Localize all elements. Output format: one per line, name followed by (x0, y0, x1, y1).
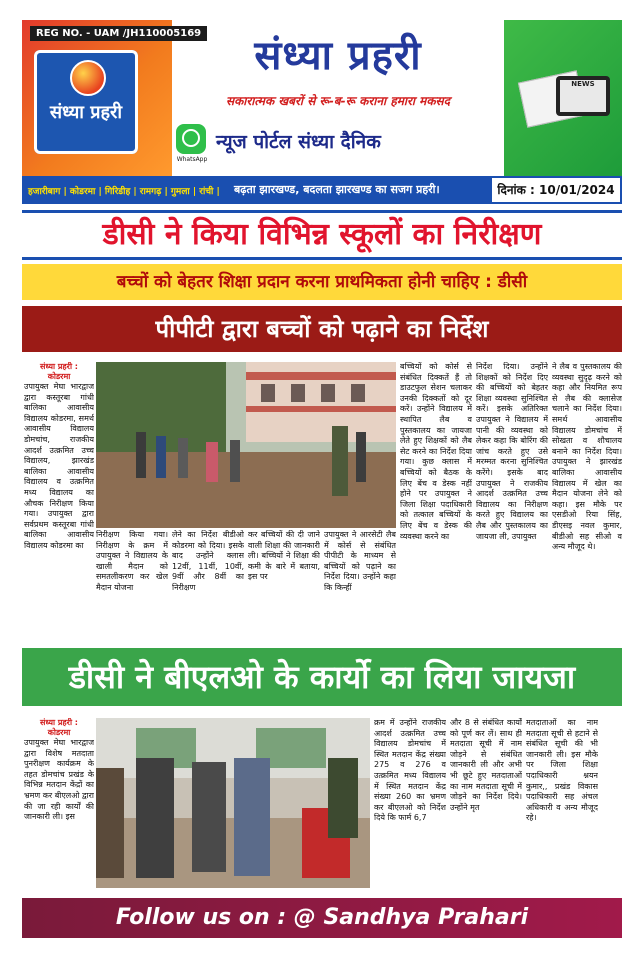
story1-column-6 (400, 362, 472, 646)
logo-text: संध्या प्रहरी (49, 102, 123, 123)
brand-logo (34, 50, 138, 154)
story1-text-2: निरीक्षण किया गया। निरीक्षण के क्रम में उपायुक्त ने विद्यालय के खाली मैदान को समतलीकरण कर खेल मैदान योजना (96, 530, 168, 592)
story1-text-1: उपायुक्त मेघा भारद्वाज द्वारा कस्तूरबा गांधी बालिका आवासीय विद्यालय कोडरमा, समर्थ आवासीय विद्यालय डोमचांच, राजकीय आदर्श उत्क्रमित उच्च विद्यालय, झारखंड बालिका आवासीय विद्यालय व उत्क्रमित मध्य विद्यालय का औचक निरीक्षण किया गया। उपायुक्त द्वारा सर्वप्रथम कस्तूरबा गांधी बालिका आवासीय विद्यालय कोडरमा का (24, 382, 94, 550)
story1-text-7: निर्देश दिया। उन्होंने शिक्षकों को निर्देश दिए की बच्चियों को बेहतर शिक्षा व्यवस्था सुनिश्चित करें। इसके अतिरिक्त उपायुक्त ने विद्यालय में पानी की व्यवस्था को लेकर कहा कि बोरिंग की जांच करते हुए उसे मरम्मत करना सुनिश्चित करेंगे। इसके बाद उपायुक्त ने राजकीय आदर्श उत्क्रमित उच्च विद्यालय का निरीक्षण करते हुए विद्यालय का लैब और पुस्तकालय का जायजा ली, उपायुक्त (476, 362, 548, 541)
story2-column-2 (374, 718, 446, 894)
slogan: बढ़ता झारखण्ड, बदलता झारखण्ड का सजग प्रहरी। (234, 183, 440, 196)
story2-byline: संध्या प्रहरी : (39, 718, 79, 727)
story1-column-7 (476, 362, 548, 646)
issue-date: दिनांक : 10/01/2024 (490, 176, 622, 204)
headline-third: पीपीटी द्वारा बच्चों को पढ़ाने का निर्देश (22, 306, 622, 352)
story2-byline-location: कोडरमा (47, 728, 71, 737)
story1-photo (96, 362, 396, 528)
portal-name: न्यूज पोर्टल संध्या दैनिक (216, 131, 381, 153)
story2-text-4: मतदाताओं का नाम मतदाता सूची से हटाने से संबंधित सूची की भी जानकारी ली। इस मौके पर जिला शिक्षा पदाधिकारी श्नयन कुमार,, प्रखंड विकास पदाधिकारी सह अंचल अधिकारी व अन्य मौजूद रहे। (526, 718, 598, 823)
story2-column-1 (24, 718, 94, 894)
story1-byline-location: कोडरमा (47, 372, 71, 381)
story1-column-5 (324, 530, 396, 646)
tagline: सकारात्मक खबरों से रू-ब-रू कराना हमारा मकसद (225, 94, 451, 108)
whatsapp-icon[interactable] (176, 124, 206, 154)
newspaper-title: संध्या प्रहरी (254, 32, 422, 79)
story1-text-4: कर बच्चियों की दी जाने वाली शिक्षा की जानकारी ली। बच्चियों ने शिक्षा की कमी के बारे में बताया, इस पर (248, 530, 320, 582)
story2-column-3 (450, 718, 522, 894)
story1-text-3: लेने का निर्देश बीडीओ कोडरमा को दिया। इसके बाद उन्होंने क्लास 12वीं, 11वीं, 10वीं, 9वीं और 8वीं का निरीक्षण (172, 530, 244, 592)
headline-main: डीसी ने किया विभिन्न स्कूलों का निरीक्षण (22, 210, 622, 260)
story1-column-1 (24, 362, 94, 646)
story2-text-2: क्रम में उन्होंने राजकीय आदर्श उत्क्रमित उच्च विद्यालय डोमचांच में स्थित मतदान केंद्र संख्या 275 व 276 व उत्क्रमित मध्य विद्यालय में स्थित मतदान केंद्र संख्या 260 का भ्रमण कर बीएलओ को निर्देश दिये कि फार्म 6,7 (374, 718, 446, 823)
news-label: NEWS (560, 80, 606, 112)
whatsapp-label: WhatsApp (176, 156, 208, 163)
masthead (22, 20, 622, 176)
globe-icon (70, 60, 106, 96)
story1-column-3 (172, 530, 244, 646)
registration-number: REG NO. - UAM /JH110005169 (30, 26, 207, 41)
story2-text-1: उपायुक्त मेघा भारद्वाज द्वारा विशेष मतदाता पुनरीक्षण कार्यक्रम के तहत डोमचांच प्रखंड के विभिन्न मतदान केंद्रों का भ्रमण कर बीएलओ द्वारा की जा रही कार्यों की जानकारी ली। इस (24, 738, 94, 822)
story1-column-8 (552, 362, 622, 646)
city-list: हजारीबाग | कोडरमा | गिरिडीह | रामगढ़ | गुमला | रांची | (28, 187, 220, 197)
headline-sub: बच्चों को बेहतर शिक्षा प्रदान करना प्राथमिकता होनी चाहिए : डीसी (22, 264, 622, 300)
story1-text-6: बच्चियों को कोर्स से संबंधित दिक्कतें हैं तो डाउटफुल सेशन चलाकर उनकी दिक्कतों को दूर करें। उन्होंने विद्यालय में स्थापित लैब व पुस्तकालय का जायजा लेते हुए शिक्षकों को लैब सेट करने का निर्देश दिया गया। कुछ क्लास में बच्चियों को बैठक के लिए बेंच व डेस्क नहीं होने पर उपायुक्त ने जिला शिक्षा पदाधिकारी को तत्काल बच्चियों के लिए बेंच व डेस्क की व्यवस्था करने का (400, 362, 472, 541)
story2-column-4 (526, 718, 598, 894)
story2-photo (96, 718, 370, 888)
story1-column-4 (248, 530, 320, 646)
follow-us-banner[interactable]: Follow us on : @ Sandhya Prahari (22, 898, 622, 938)
newspaper-tablet-icon (522, 66, 610, 132)
info-band (22, 176, 622, 204)
story1-byline: संध्या प्रहरी : (39, 362, 79, 371)
headline-blo: डीसी ने बीएलओ के कार्यो का लिया जायजा (22, 648, 622, 706)
story1-text-5: उपायुक्त ने आरसेटी लैब में कोर्स से संबंधित पीपीटी के माध्यम से बच्चियों को पढ़ाने का निर्देश दिया। उन्होंने कहा कि किन्हीं (324, 530, 396, 592)
story1-text-8: ने लैब व पुस्तकालय की व्यवस्था सुदृढ़ करने को कहा और नियमित रूप से लैब की क्लासेज चलाने का निर्देश दिया। समर्थ आवासीय विद्यालय डोमचांच में सोखता व शौचालय बनाने का निर्देश दिया। उपायुक्त ने झारखंड बालिका आवासीय विद्यालय में खेल का मैदान योजना लेने को कहा। इस मौके पर एसडीओ रिया सिंह, डीएसइ नवल कुमार, बीडीओ सह सीओ व अन्य मौजूद थे। (552, 362, 622, 552)
story1-column-2 (96, 530, 168, 646)
story2-text-3: और 8 से संबंधित कार्यों को पूर्ण कर लें। साथ ही मतदाता सूची में नाम जोड़ने से संबंधित जानकारी ली और अभी भी छूटे हुए मतदाताओं का नाम मतदाता सूची में जोड़ने का निर्देश दिये। उन्होंने मृत (450, 718, 522, 812)
